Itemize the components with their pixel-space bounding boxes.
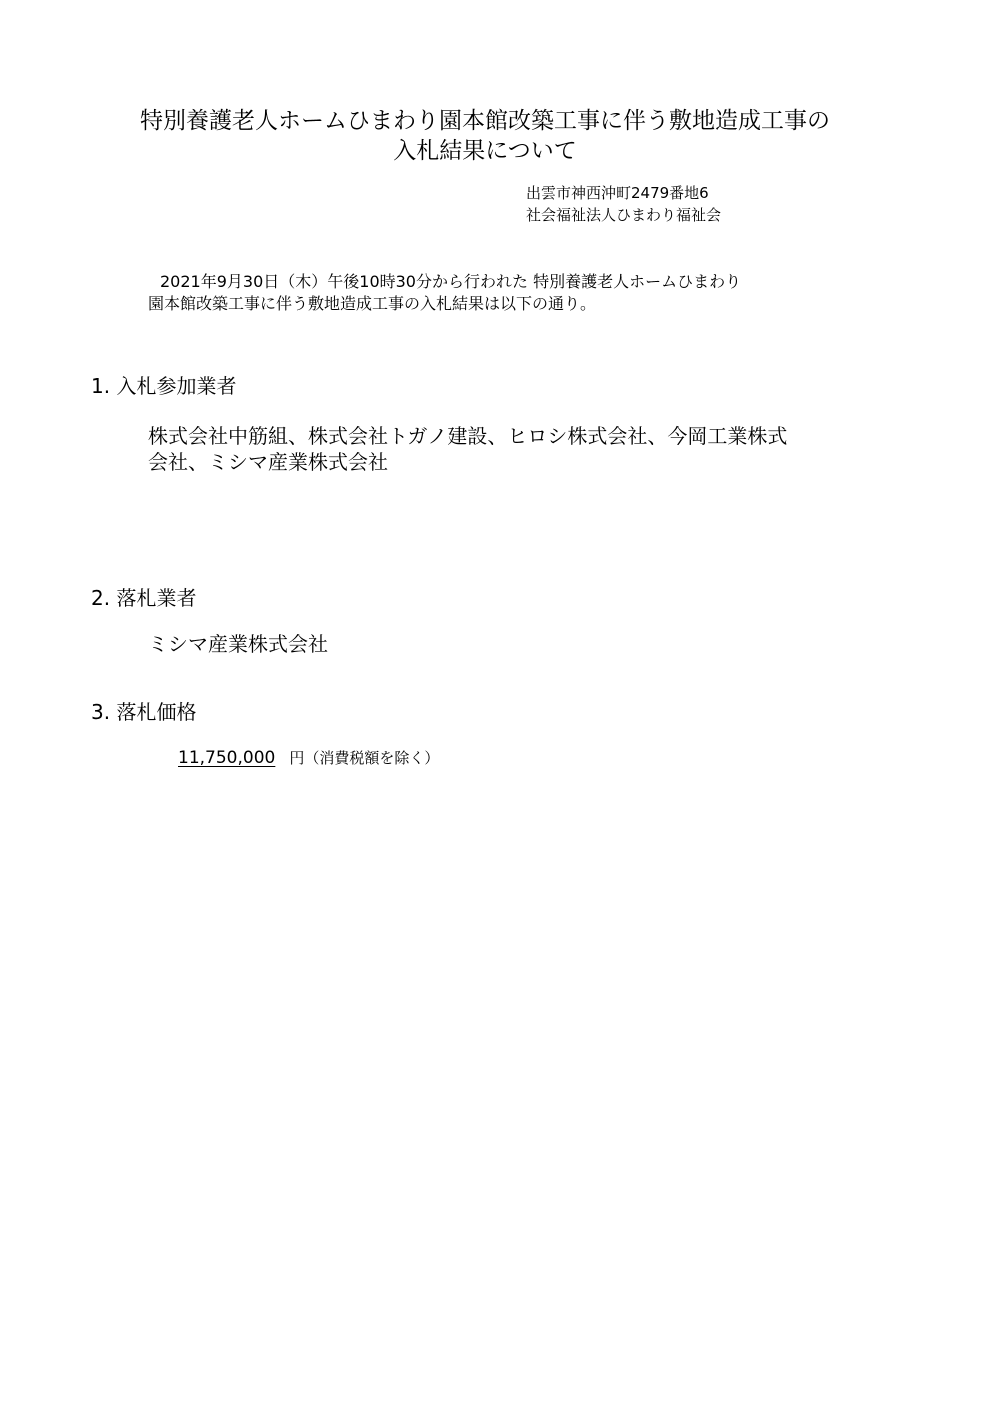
issuer-organization: 社会福祉法人ひまわり福祉会 xyxy=(526,206,722,224)
participants-line-1: 株式会社中筋組、株式会社トガノ建設、ヒロシ株式会社、今岡工業株式 xyxy=(148,424,788,448)
intro-line-1: 2021年9月30日（木）午後10時30分から行われた 特別養護老人ホームひまわり xyxy=(160,272,742,291)
participants-line-2: 会社、ミシマ産業株式会社 xyxy=(148,450,388,474)
price-row xyxy=(178,747,439,769)
document-title-line-2: 入札結果について xyxy=(393,138,577,164)
price-amount: 11,750,000 xyxy=(178,748,276,768)
price-unit: 円（消費税額を除く） xyxy=(289,749,440,767)
winner-name: ミシマ産業株式会社 xyxy=(148,632,328,656)
section-heading-winner: 2. 落札業者 xyxy=(91,586,197,610)
section-heading-price: 3. 落札価格 xyxy=(91,700,197,724)
issuer-address: 出雲市神西沖町2479番地6 xyxy=(526,184,709,202)
section-heading-participants: 1. 入札参加業者 xyxy=(91,374,237,398)
document-title-line-1: 特別養護老人ホームひまわり園本館改築工事に伴う敷地造成工事の xyxy=(140,108,830,134)
intro-line-2: 園本館改築工事に伴う敷地造成工事の入札結果は以下の通り。 xyxy=(148,294,597,313)
